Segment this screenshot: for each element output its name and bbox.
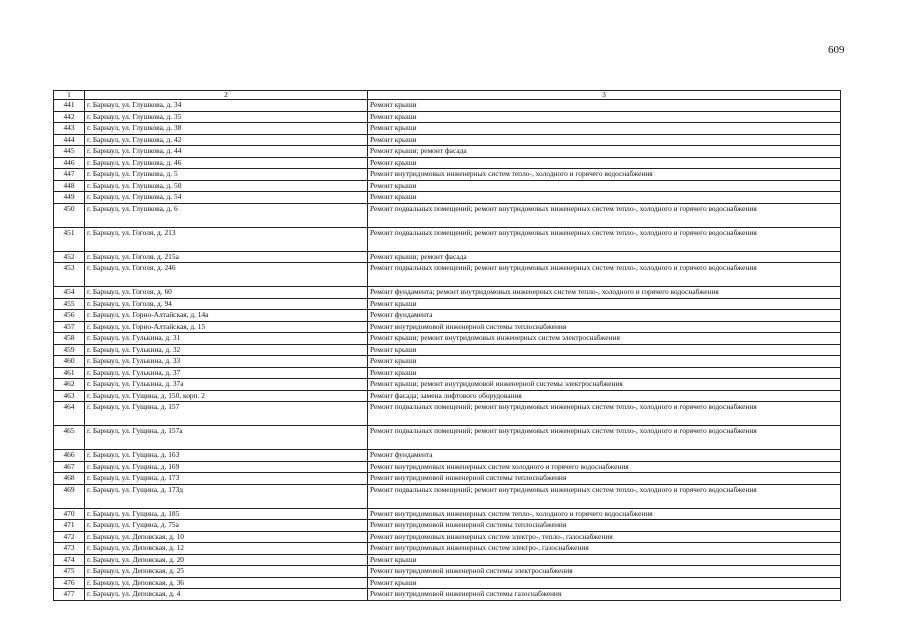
table-row [54,310,841,322]
row-number-cell: 456 [54,310,85,322]
row-number-cell: 457 [54,321,85,333]
table-row [54,473,841,485]
row-address-cell: г. Барнаул, ул. Глушкова, д. 50 [85,180,368,192]
table-row [54,344,841,356]
row-number-cell: 447 [54,169,85,181]
row-work-cell: Ремонт внутридомовых инженерных систем тепло-, холодного и горячего водоснабжения [368,508,841,520]
row-work-cell: Ремонт внутридомовых инженерных систем тепло-, холодного и горячего водоснабжения [368,169,841,181]
row-number-cell: 459 [54,344,85,356]
row-number-cell: 444 [54,134,85,146]
table-row [54,287,841,299]
row-number-cell: 446 [54,157,85,169]
row-address-cell: г. Барнаул, ул. Деповская, д. 12 [85,543,368,555]
row-address-cell: г. Барнаул, ул. Гущина, д. 173 [85,473,368,485]
row-address-cell: г. Барнаул, ул. Деповская, д. 20 [85,554,368,566]
row-address-cell: г. Барнаул, ул. Глушкова, д. 46 [85,157,368,169]
row-number-cell: 450 [54,203,85,227]
row-work-cell: Ремонт крыши [368,157,841,169]
row-number-cell: 458 [54,333,85,345]
table-row [54,157,841,169]
row-work-cell: Ремонт крыши [368,367,841,379]
header-address: 2 [85,91,368,100]
table-row [54,251,841,263]
row-work-cell: Ремонт крыши [368,344,841,356]
row-number-cell: 469 [54,484,85,508]
row-number-cell: 468 [54,473,85,485]
row-address-cell: г. Барнаул, ул. Гулькина, д. 33 [85,356,368,368]
row-address-cell: г. Барнаул, ул. Гоголя, д. 60 [85,287,368,299]
row-work-cell: Ремонт крыши; ремонт внутридомовых инженерных систем электроснабжения [368,333,841,345]
row-work-cell: Ремонт внутридомовой инженерной системы теплоснабжения [368,520,841,532]
row-work-cell: Ремонт внутридомовых инженерных систем электро-, газоснабжения [368,543,841,555]
table-row [54,508,841,520]
row-work-cell: Ремонт крыши [368,100,841,112]
row-address-cell: г. Барнаул, ул. Глушкова, д. 38 [85,123,368,135]
row-address-cell: г. Барнаул, ул. Гущина, д. 150, корп. 2 [85,390,368,402]
row-address-cell: г. Барнаул, ул. Деповская, д. 25 [85,566,368,578]
table-row [54,566,841,578]
table-row [54,100,841,112]
row-work-cell: Ремонт внутридомовой инженерной системы электроснабжения [368,566,841,578]
row-number-cell: 448 [54,180,85,192]
row-work-cell: Ремонт крыши [368,577,841,589]
table-row [54,356,841,368]
table-row [54,367,841,379]
row-number-cell: 470 [54,508,85,520]
row-address-cell: г. Барнаул, ул. Горно-Алтайская, д. 15 [85,321,368,333]
row-address-cell: г. Барнаул, ул. Деповская, д. 4 [85,589,368,601]
row-work-cell: Ремонт подвальных помещений; ремонт внутридомовых инженерных систем тепло-, холодного и горячего водоснабжения [368,203,841,227]
row-address-cell: г. Барнаул, ул. Горно-Алтайская, д. 14а [85,310,368,322]
row-address-cell: г. Барнаул, ул. Глушкова, д. 54 [85,192,368,204]
row-work-cell: Ремонт подвальных помещений; ремонт внутридомовых инженерных систем тепло-, холодного и горячего водоснабжения [368,402,841,426]
table-row [54,333,841,345]
row-work-cell: Ремонт крыши [368,123,841,135]
row-number-cell: 464 [54,402,85,426]
row-work-cell: Ремонт крыши [368,111,841,123]
row-work-cell: Ремонт крыши; ремонт внутридомовой инженерной системы электроснабжения [368,379,841,391]
row-number-cell: 442 [54,111,85,123]
table-row [54,520,841,532]
table-row [54,589,841,601]
table-row [54,450,841,462]
row-number-cell: 465 [54,426,85,450]
row-address-cell: г. Барнаул, ул. Глушкова, д. 35 [85,111,368,123]
row-number-cell: 449 [54,192,85,204]
row-number-cell: 452 [54,251,85,263]
row-work-cell: Ремонт крыши [368,192,841,204]
table-row [54,227,841,251]
row-address-cell: г. Барнаул, ул. Глушкова, д. 42 [85,134,368,146]
row-number-cell: 472 [54,531,85,543]
table-row [54,111,841,123]
row-work-cell: Ремонт подвальных помещений; ремонт внутридомовых инженерных систем тепло-, холодного и горячего водоснабжения [368,426,841,450]
table-row [54,426,841,450]
table-row [54,146,841,158]
table-row [54,461,841,473]
row-number-cell: 451 [54,227,85,251]
row-work-cell: Ремонт крыши; ремонт фасада [368,251,841,263]
row-address-cell: г. Барнаул, ул. Гулькина, д. 37а [85,379,368,391]
row-number-cell: 454 [54,287,85,299]
row-work-cell: Ремонт внутридомовой инженерной системы теплоснабжения [368,321,841,333]
row-work-cell: Ремонт внутридомовых инженерных систем холодного и горячего водоснабжения [368,461,841,473]
row-work-cell: Ремонт подвальных помещений; ремонт внутридомовых инженерных систем тепло-, холодного и горячего водоснабжения [368,263,841,287]
table-row [54,484,841,508]
row-work-cell: Ремонт фундамента [368,450,841,462]
table-row [54,192,841,204]
row-work-cell: Ремонт крыши [368,134,841,146]
row-number-cell: 443 [54,123,85,135]
row-address-cell: г. Барнаул, ул. Гулькина, д. 32 [85,344,368,356]
row-number-cell: 476 [54,577,85,589]
row-address-cell: г. Барнаул, ул. Глушкова, д. 44 [85,146,368,158]
row-work-cell: Ремонт подвальных помещений; ремонт внутридомовых инженерных систем тепло-, холодного и горячего водоснабжения [368,227,841,251]
row-number-cell: 441 [54,100,85,112]
row-number-cell: 455 [54,298,85,310]
row-address-cell: г. Барнаул, ул. Гулькина, д. 31 [85,333,368,345]
row-work-cell: Ремонт фасада; замена лифтового оборудования [368,390,841,402]
table-row [54,180,841,192]
table-row [54,390,841,402]
row-work-cell: Ремонт внутридомовых инженерных систем электро-, тепло-, газоснабжения [368,531,841,543]
row-address-cell: г. Барнаул, ул. Гущина, д. 163 [85,450,368,462]
row-number-cell: 474 [54,554,85,566]
table-row [54,531,841,543]
row-work-cell: Ремонт крыши; ремонт фасада [368,146,841,158]
header-number: 1 [54,91,85,100]
row-number-cell: 473 [54,543,85,555]
table-row [54,379,841,391]
row-number-cell: 462 [54,379,85,391]
table-row [54,321,841,333]
table-row [54,169,841,181]
row-address-cell: г. Барнаул, ул. Гущина, д. 169 [85,461,368,473]
table-row [54,577,841,589]
page-number: 609 [828,44,845,56]
row-address-cell: г. Барнаул, ул. Деповская, д. 36 [85,577,368,589]
row-number-cell: 463 [54,390,85,402]
row-number-cell: 466 [54,450,85,462]
row-work-cell: Ремонт фундамента [368,310,841,322]
table-row [54,543,841,555]
row-address-cell: г. Барнаул, ул. Гущина, д. 157а [85,426,368,450]
row-address-cell: г. Барнаул, ул. Гущина, д. 75а [85,520,368,532]
row-address-cell: г. Барнаул, ул. Деповская, д. 10 [85,531,368,543]
row-work-cell: Ремонт крыши [368,298,841,310]
row-address-cell: г. Барнаул, ул. Глушкова, д. 6 [85,203,368,227]
row-work-cell: Ремонт внутридомовой инженерной системы теплоснабжения [368,473,841,485]
row-address-cell: г. Барнаул, ул. Гоголя, д. 215а [85,251,368,263]
row-address-cell: г. Барнаул, ул. Гоголя, д. 213 [85,227,368,251]
row-address-cell: г. Барнаул, ул. Гоголя, д. 94 [85,298,368,310]
row-number-cell: 475 [54,566,85,578]
row-work-cell: Ремонт внутридомовой инженерной системы газоснабжения [368,589,841,601]
header-work: 3 [368,91,841,100]
row-address-cell: г. Барнаул, ул. Гущина, д. 173д [85,484,368,508]
row-number-cell: 461 [54,367,85,379]
table-row [54,134,841,146]
row-address-cell: г. Барнаул, ул. Гоголя, д. 246 [85,263,368,287]
row-work-cell: Ремонт крыши [368,180,841,192]
table-row [54,123,841,135]
row-address-cell: г. Барнаул, ул. Гущина, д. 185 [85,508,368,520]
table-header-row [54,91,841,100]
row-number-cell: 445 [54,146,85,158]
table-row [54,203,841,227]
table-row [54,298,841,310]
table-row [54,263,841,287]
row-number-cell: 453 [54,263,85,287]
row-number-cell: 471 [54,520,85,532]
row-address-cell: г. Барнаул, ул. Глушкова, д. 34 [85,100,368,112]
row-work-cell: Ремонт крыши [368,554,841,566]
table-row [54,402,841,426]
row-number-cell: 467 [54,461,85,473]
row-number-cell: 460 [54,356,85,368]
row-work-cell: Ремонт подвальных помещений; ремонт внутридомовых инженерных систем тепло-, холодного и горячего водоснабжения [368,484,841,508]
row-address-cell: г. Барнаул, ул. Гущина, д. 157 [85,402,368,426]
row-address-cell: г. Барнаул, ул. Гулькина, д. 37 [85,367,368,379]
row-work-cell: Ремонт крыши [368,356,841,368]
row-address-cell: г. Барнаул, ул. Глушкова, д. 5 [85,169,368,181]
row-number-cell: 477 [54,589,85,601]
repair-register-table [53,90,841,601]
row-work-cell: Ремонт фундамента; ремонт внутридомовых инженерных систем тепло-, холодного и горячего водоснабжения [368,287,841,299]
table-row [54,554,841,566]
